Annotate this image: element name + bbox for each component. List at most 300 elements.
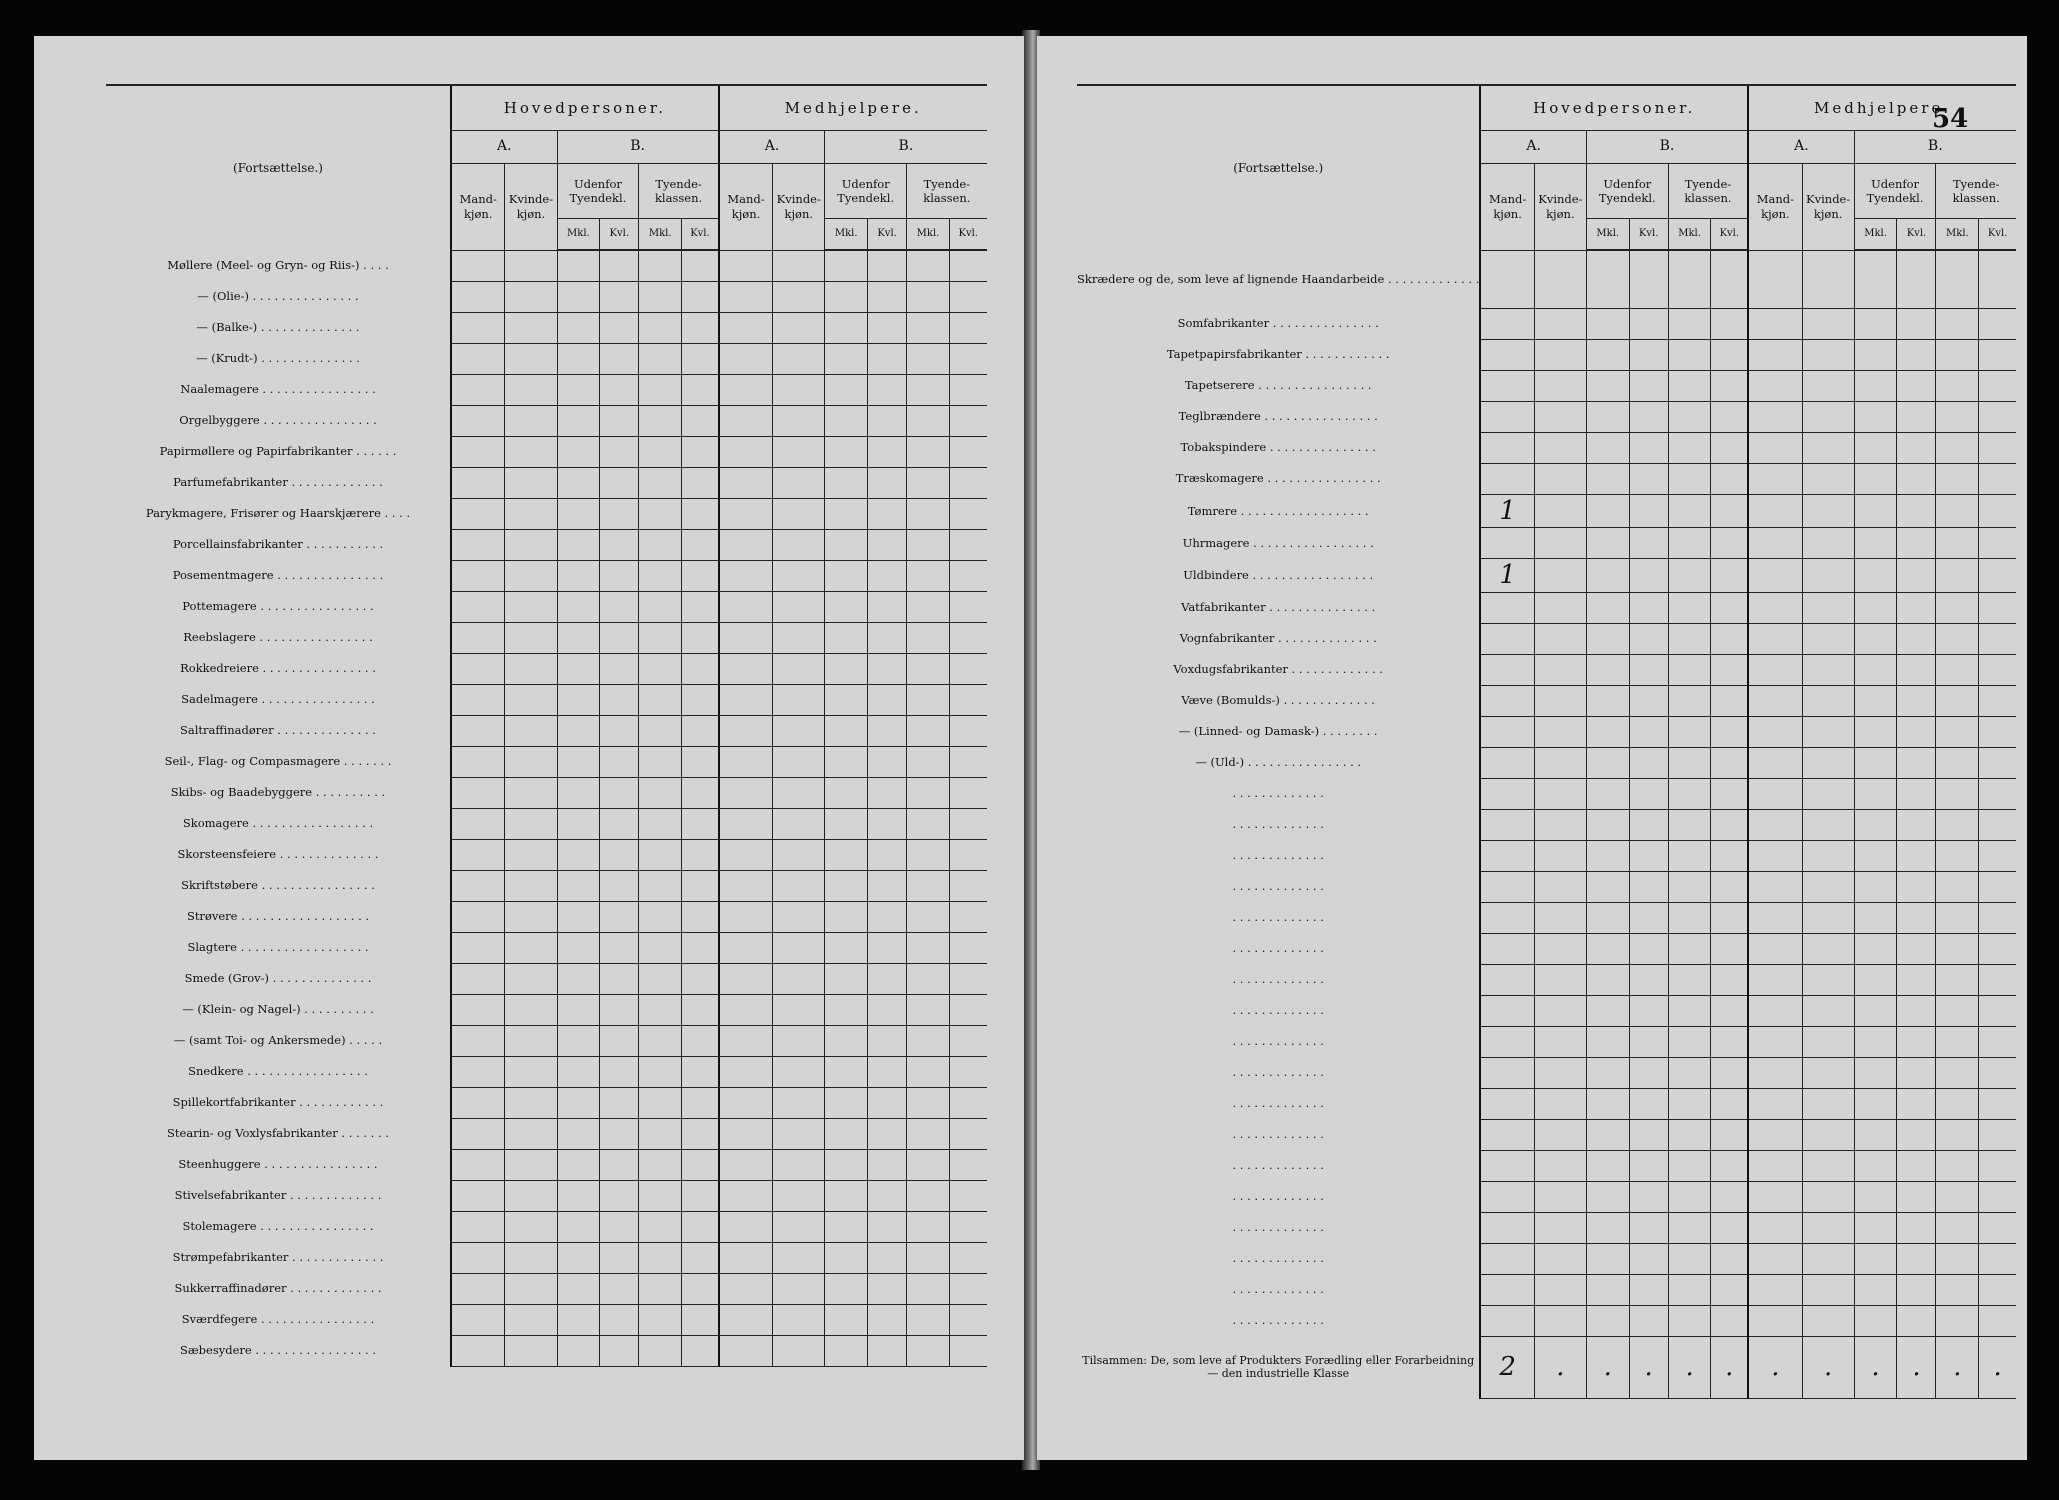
count-cell (557, 374, 600, 405)
count-cell (719, 808, 773, 839)
count-cell (1668, 432, 1711, 463)
count-cell (557, 777, 600, 808)
count-cell (1936, 1181, 1979, 1212)
count-cell (682, 343, 719, 374)
table-row (106, 1335, 987, 1366)
count-cell (1802, 716, 1854, 747)
count-cell (1854, 308, 1897, 339)
count-cell (907, 312, 950, 343)
count-cell (773, 963, 825, 994)
count-cell (907, 374, 950, 405)
count-cell (1897, 1181, 1936, 1212)
count-cell (1534, 778, 1586, 809)
count-cell (451, 560, 505, 591)
count-cell (1480, 1181, 1534, 1212)
table-row (1077, 1212, 2016, 1243)
count-cell (600, 312, 639, 343)
table-row (1077, 809, 2016, 840)
count-cell (505, 312, 557, 343)
count-cell (1979, 1212, 2016, 1243)
count-cell (1711, 339, 1748, 370)
count-cell (451, 870, 505, 901)
count-cell (451, 498, 505, 529)
count-cell (451, 1149, 505, 1180)
count-cell (1711, 871, 1748, 902)
count-cell (1480, 840, 1534, 871)
table-row (106, 374, 987, 405)
count-cell (1711, 933, 1748, 964)
table-row (106, 529, 987, 560)
count-cell (907, 1118, 950, 1149)
count-cell (1936, 463, 1979, 494)
count-cell (773, 343, 825, 374)
count-cell (1711, 1150, 1748, 1181)
count-cell (949, 405, 986, 436)
count-cell (1629, 528, 1668, 559)
count-cell (1748, 559, 1802, 593)
count-cell (825, 1335, 868, 1366)
count-cell (868, 622, 907, 653)
count-cell (1586, 432, 1629, 463)
count-cell (1668, 463, 1711, 494)
col-mkl: Mkl. (639, 219, 682, 251)
count-cell (1748, 623, 1802, 654)
table-row (1077, 1150, 2016, 1181)
col-tyendeklassen: Tyende-klassen. (907, 164, 987, 219)
count-cell (1854, 339, 1897, 370)
left-page (34, 36, 1024, 1460)
count-cell (451, 467, 505, 498)
count-cell (1897, 1212, 1936, 1243)
count-cell (773, 250, 825, 281)
count-cell (1854, 592, 1897, 623)
table-row (106, 560, 987, 591)
count-cell (1668, 592, 1711, 623)
count-cell (907, 1304, 950, 1335)
count-cell (557, 870, 600, 901)
count-cell (773, 498, 825, 529)
count-cell (1979, 308, 2016, 339)
count-cell (600, 684, 639, 715)
count-cell (1629, 716, 1668, 747)
table-row (106, 994, 987, 1025)
count-cell (505, 963, 557, 994)
table-row (106, 963, 987, 994)
count-cell (600, 808, 639, 839)
count-cell (949, 994, 986, 1025)
row-label: Orgelbyggere . . . . . . . . . . . . . . . . (179, 413, 377, 428)
count-cell (719, 591, 773, 622)
count-cell (907, 715, 950, 746)
count-cell (1936, 1305, 1979, 1336)
row-label: . . . . . . . . . . . . . (1232, 1220, 1324, 1235)
count-cell (719, 436, 773, 467)
count-cell (719, 1056, 773, 1087)
count-cell (505, 746, 557, 777)
count-cell (1854, 1305, 1897, 1336)
count-cell (682, 932, 719, 963)
count-cell (1802, 809, 1854, 840)
count-cell (773, 994, 825, 1025)
count-cell (639, 1273, 682, 1304)
count-cell (825, 1273, 868, 1304)
count-cell (868, 436, 907, 467)
count-cell (719, 467, 773, 498)
count-cell (1534, 1026, 1586, 1057)
count-cell (557, 312, 600, 343)
count-cell (1480, 1243, 1534, 1274)
count-cell (639, 374, 682, 405)
count-cell (1586, 1181, 1629, 1212)
count-cell (1936, 933, 1979, 964)
count-cell (1711, 623, 1748, 654)
count-cell (600, 1304, 639, 1335)
count-cell (1480, 401, 1534, 432)
count-cell (639, 1180, 682, 1211)
count-cell (773, 312, 825, 343)
table-row (1077, 559, 2016, 593)
count-cell (451, 591, 505, 622)
count-cell (1854, 840, 1897, 871)
row-label: Smede (Grov-) . . . . . . . . . . . . . . (184, 971, 372, 986)
count-cell (1802, 592, 1854, 623)
count-cell (773, 1118, 825, 1149)
count-cell (1668, 339, 1711, 370)
count-cell (1854, 559, 1897, 593)
count-cell (868, 1304, 907, 1335)
count-cell (682, 312, 719, 343)
count-cell (557, 250, 600, 281)
count-cell (1668, 1150, 1711, 1181)
count-cell (1979, 1181, 2016, 1212)
count-cell (719, 901, 773, 932)
count-cell (1979, 463, 2016, 494)
count-cell (1668, 840, 1711, 871)
count-cell (1668, 902, 1711, 933)
count-cell (949, 1242, 986, 1273)
count-cell (1748, 778, 1802, 809)
count-cell (907, 560, 950, 591)
count-cell (600, 250, 639, 281)
count-cell (907, 498, 950, 529)
count-cell (600, 405, 639, 436)
count-cell (505, 901, 557, 932)
count-cell (1897, 1026, 1936, 1057)
count-cell (639, 591, 682, 622)
count-cell (1748, 995, 1802, 1026)
count-cell (1629, 494, 1668, 528)
count-cell (1854, 1057, 1897, 1088)
count-cell (557, 1211, 600, 1242)
count-cell (600, 436, 639, 467)
count-cell (682, 560, 719, 591)
count-cell (639, 1304, 682, 1335)
count-cell (1629, 871, 1668, 902)
count-cell (1668, 528, 1711, 559)
count-cell (773, 436, 825, 467)
count-cell (1534, 559, 1586, 593)
count-cell (1854, 1026, 1897, 1057)
count-cell (1480, 339, 1534, 370)
count-cell (1629, 778, 1668, 809)
count-cell (505, 1273, 557, 1304)
count-cell (600, 870, 639, 901)
row-label: Møllere (Meel- og Gryn- og Riis-) . . . . (167, 258, 389, 273)
count-cell (1586, 995, 1629, 1026)
row-label: Saltraffinadører . . . . . . . . . . . . . . (180, 723, 376, 738)
row-label: . . . . . . . . . . . . . (1232, 879, 1324, 894)
count-cell (505, 684, 557, 715)
table-row (106, 653, 987, 684)
count-cell (949, 1056, 986, 1087)
count-cell (505, 1025, 557, 1056)
count-cell (505, 839, 557, 870)
count-cell (682, 498, 719, 529)
count-cell (825, 1118, 868, 1149)
count-cell (719, 529, 773, 560)
count-cell (1854, 494, 1897, 528)
row-label: Spillekortfabrikanter . . . . . . . . . . . . (172, 1095, 384, 1110)
count-cell (1897, 1119, 1936, 1150)
count-cell (557, 1304, 600, 1335)
count-cell (451, 777, 505, 808)
count-cell (1802, 339, 1854, 370)
count-cell: . (1897, 1336, 1936, 1398)
count-cell (1586, 370, 1629, 401)
col-mkl: Mkl. (557, 219, 600, 251)
count-cell (1854, 995, 1897, 1026)
count-cell (557, 932, 600, 963)
table-row (1077, 432, 2016, 463)
count-cell (682, 870, 719, 901)
count-cell (907, 870, 950, 901)
count-cell (773, 777, 825, 808)
count-cell (505, 1056, 557, 1087)
row-label: — (Klein- og Nagel-) . . . . . . . . . . (182, 1002, 374, 1017)
count-cell (639, 343, 682, 374)
count-cell (682, 405, 719, 436)
count-cell (1586, 1057, 1629, 1088)
table-row (1077, 463, 2016, 494)
count-cell (1936, 528, 1979, 559)
count-cell (1854, 1181, 1897, 1212)
count-cell (949, 343, 986, 374)
count-cell (868, 1149, 907, 1180)
count-cell (868, 374, 907, 405)
count-cell (451, 715, 505, 746)
count-cell (949, 436, 986, 467)
count-cell (868, 653, 907, 684)
count-cell (1668, 250, 1711, 308)
col-tyendeklassen: Tyende-klassen. (639, 164, 719, 219)
count-cell (557, 591, 600, 622)
count-cell (600, 1242, 639, 1273)
count-cell (1854, 902, 1897, 933)
count-cell (1802, 528, 1854, 559)
count-cell (1668, 308, 1711, 339)
table-row (1077, 871, 2016, 902)
count-cell (1586, 494, 1629, 528)
count-cell (773, 1242, 825, 1273)
count-cell (1897, 250, 1936, 308)
count-cell (1802, 1243, 1854, 1274)
count-cell (1534, 1119, 1586, 1150)
count-cell (825, 498, 868, 529)
count-cell (773, 560, 825, 591)
table-row (1077, 964, 2016, 995)
count-cell (1802, 933, 1854, 964)
count-cell (825, 1180, 868, 1211)
count-cell (907, 1180, 950, 1211)
count-cell (451, 1211, 505, 1242)
count-cell (1534, 809, 1586, 840)
count-cell (1480, 308, 1534, 339)
count-cell (1936, 250, 1979, 308)
count-cell (825, 1056, 868, 1087)
table-row (106, 684, 987, 715)
count-cell (1748, 401, 1802, 432)
count-cell (719, 1025, 773, 1056)
count-cell (1802, 1274, 1854, 1305)
count-cell (907, 281, 950, 312)
count-cell (557, 1180, 600, 1211)
count-cell (1854, 432, 1897, 463)
count-cell (1936, 592, 1979, 623)
count-cell (639, 684, 682, 715)
count-cell (825, 870, 868, 901)
count-cell (1629, 432, 1668, 463)
row-label: — (samt Toi- og Ankersmede) . . . . . (173, 1033, 383, 1048)
count-cell (1897, 592, 1936, 623)
count-cell (682, 591, 719, 622)
count-cell (1534, 494, 1586, 528)
count-cell (1979, 1150, 2016, 1181)
count-cell (1480, 623, 1534, 654)
count-cell (639, 994, 682, 1025)
count-cell (825, 1242, 868, 1273)
count-cell (600, 622, 639, 653)
count-cell (719, 1335, 773, 1366)
count-cell (639, 808, 682, 839)
page-number: 54 (1932, 104, 1969, 134)
count-cell (1711, 778, 1748, 809)
count-cell: . (1748, 1336, 1802, 1398)
count-cell (1586, 401, 1629, 432)
count-cell (1854, 871, 1897, 902)
col-mandkjon: Mand-kjøn. (451, 164, 505, 251)
count-cell (773, 591, 825, 622)
count-cell (868, 498, 907, 529)
table-row (106, 622, 987, 653)
count-cell (868, 1118, 907, 1149)
count-cell (1802, 559, 1854, 593)
count-cell (1534, 654, 1586, 685)
count-cell (1480, 370, 1534, 401)
count-cell (868, 746, 907, 777)
count-cell (1936, 840, 1979, 871)
count-cell (1936, 1150, 1979, 1181)
count-cell (1711, 964, 1748, 995)
count-cell (1668, 370, 1711, 401)
count-cell (907, 808, 950, 839)
table-row (106, 343, 987, 374)
count-cell (773, 467, 825, 498)
count-cell (868, 250, 907, 281)
row-label: Parfumefabrikanter . . . . . . . . . . . . . (173, 475, 383, 490)
count-cell (1711, 528, 1748, 559)
count-cell (682, 1242, 719, 1273)
count-cell (907, 901, 950, 932)
count-cell (719, 1118, 773, 1149)
count-cell (1897, 964, 1936, 995)
col-mkl: Mkl. (825, 219, 868, 251)
count-cell (907, 529, 950, 560)
count-cell (1668, 559, 1711, 593)
row-label: Stearin- og Voxlysfabrikanter . . . . . . . (167, 1126, 389, 1141)
count-cell (682, 1211, 719, 1242)
count-cell (1668, 995, 1711, 1026)
count-cell (907, 1056, 950, 1087)
count-cell (907, 1149, 950, 1180)
count-cell (639, 1149, 682, 1180)
count-cell (1668, 716, 1711, 747)
count-cell (1897, 494, 1936, 528)
count-cell (1936, 654, 1979, 685)
count-cell (639, 1025, 682, 1056)
row-label: Sukkerraffinadører . . . . . . . . . . . . . (174, 1281, 382, 1296)
count-cell (451, 1025, 505, 1056)
count-cell (682, 1149, 719, 1180)
count-cell (1936, 995, 1979, 1026)
count-cell (1586, 528, 1629, 559)
count-cell (1854, 250, 1897, 308)
count-cell (1480, 902, 1534, 933)
count-cell (1897, 871, 1936, 902)
count-cell (1629, 1274, 1668, 1305)
table-row (106, 1087, 987, 1118)
count-cell (868, 591, 907, 622)
count-cell (1480, 747, 1534, 778)
count-cell (639, 467, 682, 498)
row-label: . . . . . . . . . . . . . (1232, 1282, 1324, 1297)
count-cell (1586, 902, 1629, 933)
count-cell (1748, 370, 1802, 401)
count-cell (719, 622, 773, 653)
count-cell (907, 250, 950, 281)
count-cell (825, 529, 868, 560)
count-cell: . (1979, 1336, 2016, 1398)
count-cell (1802, 1088, 1854, 1119)
row-label: Uldbindere . . . . . . . . . . . . . . . . . (1183, 568, 1374, 583)
count-cell (557, 1087, 600, 1118)
count-cell (949, 467, 986, 498)
count-cell (773, 1025, 825, 1056)
count-cell (907, 1242, 950, 1273)
count-cell (1748, 592, 1802, 623)
count-cell (1979, 933, 2016, 964)
count-cell (1711, 1119, 1748, 1150)
count-cell (557, 715, 600, 746)
count-cell (505, 808, 557, 839)
count-cell (1534, 1243, 1586, 1274)
count-cell (907, 436, 950, 467)
row-label: . . . . . . . . . . . . . (1232, 941, 1324, 956)
count-cell (1802, 623, 1854, 654)
count-cell (1802, 463, 1854, 494)
count-cell (557, 808, 600, 839)
count-cell (719, 498, 773, 529)
subgroup-b: B. (557, 131, 719, 164)
